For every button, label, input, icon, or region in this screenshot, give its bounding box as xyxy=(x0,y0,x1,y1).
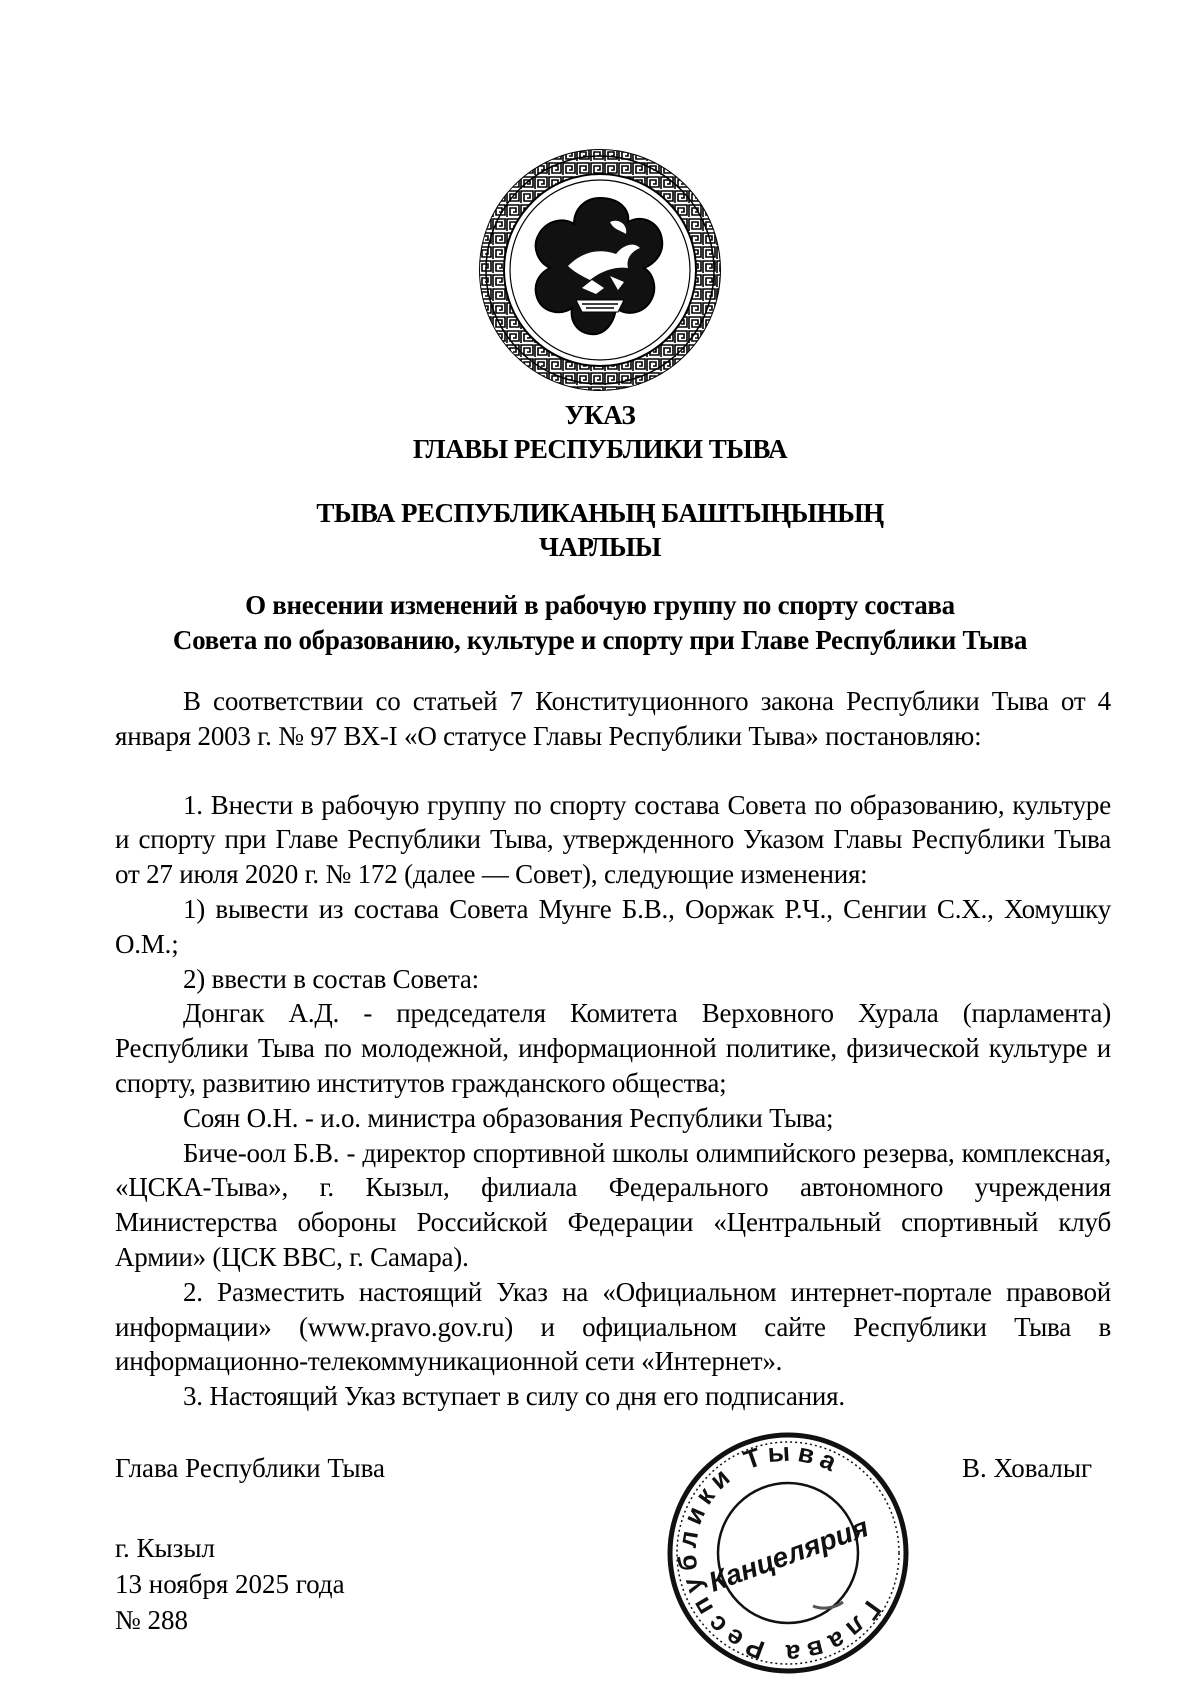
preamble-paragraph: В соответствии со статьей 7 Конституционного закона Республики Тыва от 4 января 2003 г. № 97 ВХ-I «О статусе Главы Республики Тыва» постановляю: xyxy=(115,686,1111,751)
item-1-paragraph: 1. Внести в рабочую группу по спорту состава Совета по образованию, культуре и спорту при Главе Республики Тыва, утвержденного Указом Главы Республики Тыва от 27 июля 2020 г. № 172 (далее — Совет), следующие изменения: xyxy=(115,789,1111,890)
svg-text:Канцелярия: Канцелярия xyxy=(704,1511,873,1598)
decree-subject xyxy=(112,588,1088,658)
title-tyv-line2: ЧАРЛЫЫ xyxy=(539,532,661,562)
signer-name: В. Ховалыг xyxy=(962,1453,1093,1483)
member-dongak-paragraph: Донгак А.Д. - председателя Комитета Верховного Хурала (парламента) Республики Тыва по молодежной, информационной политике, физической культуре и спорту, развитию институтов гражданского общества; xyxy=(115,998,1111,1098)
decree-body xyxy=(115,684,1111,1414)
decree-title-ru xyxy=(0,398,1200,466)
subject-line2: Совета по образованию, культуре и спорту при Главе Республики Тыва xyxy=(172,625,1028,655)
title-line-decree: УКАЗ xyxy=(564,400,636,430)
member-soyan-paragraph: Соян О.Н. - и.о. министра образования Республики Тыва; xyxy=(183,1102,834,1133)
tuva-coat-of-arms-emblem xyxy=(478,148,722,392)
member-biche-ool-paragraph: Биче-оол Б.В. - директор спортивной школы олимпийского резерва, комплексная, «ЦСКА-Тыва», г. Кызыл, филиала Федерального автономного учреждения Министерства обороны Российской Федерации «Центральный спортивный клуб Армии» (ЦСК ВВС, г. Самара). xyxy=(115,1137,1111,1272)
item-2-paragraph: 2. Разместить настоящий Указ на «Официальном интернет-портале правовой информации» (www.pravo.gov.ru) и официальном сайте Республики Тыва в информационно-телекоммуникационной сети «Интернет». xyxy=(115,1276,1111,1377)
subject-line1: О внесении изменений в рабочую группу по спорту состава xyxy=(245,590,955,620)
svg-text:Глава Республики Тыва: Глава Республики Тыва xyxy=(671,1436,888,1670)
signer-title: Глава Республики Тыва xyxy=(115,1453,386,1483)
chancellery-seal-stamp xyxy=(663,1428,913,1678)
title-line-head: ГЛАВЫ РЕСПУБЛИКИ ТЫВА xyxy=(412,434,788,464)
title-tyv-line1: ТЫВА РЕСПУБЛИКАНЫҢ БАШТЫҢЫНЫҢ xyxy=(316,498,884,528)
decree-title-tyv xyxy=(0,496,1200,564)
item-1-2-paragraph: 2) ввести в состав Совета: xyxy=(183,963,479,994)
decree-number: № 288 xyxy=(115,1605,189,1635)
issue-date: 13 ноября 2025 года xyxy=(115,1569,345,1599)
issue-place: г. Кызыл xyxy=(115,1533,215,1563)
item-3-paragraph: 3. Настоящий Указ вступает в силу со дня его подписания. xyxy=(183,1381,845,1412)
item-1-1-paragraph: 1) вывести из состава Совета Мунге Б.В., Ооржак Р.Ч., Сенгии С.Х., Хомушку О.М.; xyxy=(115,893,1111,959)
